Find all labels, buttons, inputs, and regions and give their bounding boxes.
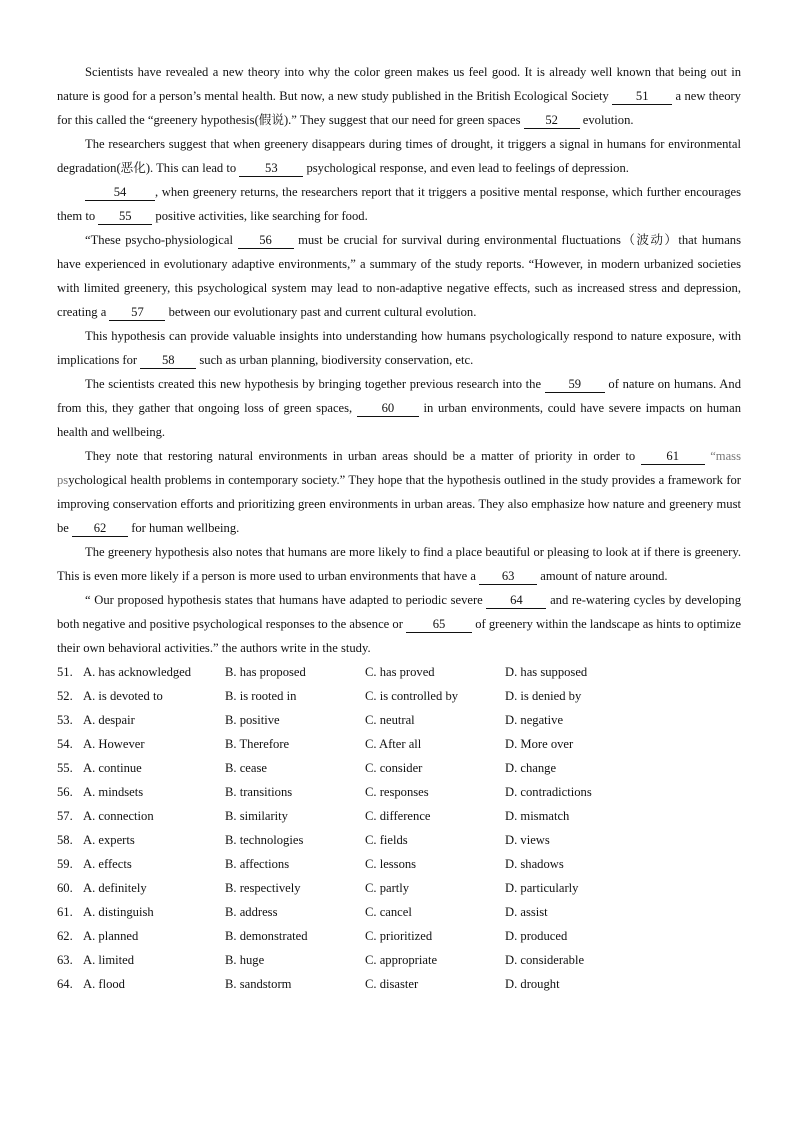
text: The researchers suggest that when greenery disappears during times of drought, it triggers a signal in humans for environmental degradation(恶化). This can lead to (57, 137, 741, 175)
question-number: 52. (57, 689, 73, 703)
question-number: 56. (57, 785, 73, 799)
question-number: 54. (57, 737, 73, 751)
option-row-52 (57, 684, 741, 708)
option-row-61 (57, 900, 741, 924)
paragraph-7 (57, 444, 741, 540)
option-row-58 (57, 828, 741, 852)
question-number: 59. (57, 857, 73, 871)
option-d[interactable]: D. negative (505, 713, 564, 727)
blank-58: 58 (140, 353, 196, 369)
option-a[interactable]: A. distinguish (83, 905, 154, 919)
text: “ Our proposed hypothesis states that humans have adapted to periodic severe (85, 593, 487, 607)
option-c[interactable]: C. is controlled by (365, 689, 459, 703)
question-number: 64. (57, 977, 73, 991)
option-d[interactable]: D. considerable (505, 953, 585, 967)
paragraph-3 (57, 180, 741, 228)
option-b[interactable]: B. address (225, 905, 278, 919)
paragraph-6 (57, 372, 741, 444)
option-a[interactable]: A. has acknowledged (83, 665, 192, 679)
question-number: 63. (57, 953, 73, 967)
blank-65: 65 (406, 617, 472, 633)
paragraph-5 (57, 324, 741, 372)
text: of nature on humans. And from this, they gather that ongoing loss of green spaces, (57, 377, 741, 415)
blank-64: 64 (486, 593, 546, 609)
option-row-64 (57, 972, 741, 996)
option-c[interactable]: C. fields (365, 833, 408, 847)
option-c[interactable]: C. disaster (365, 977, 419, 991)
text: They note that restoring natural environments in urban areas should be a matter of priority in order to (85, 449, 641, 463)
option-d[interactable]: D. particularly (505, 881, 579, 895)
option-c[interactable]: C. has proved (365, 665, 435, 679)
option-d[interactable]: D. drought (505, 977, 560, 991)
text: “These psycho-physiological (85, 233, 238, 247)
option-row-51 (57, 660, 741, 684)
option-c[interactable]: C. cancel (365, 905, 412, 919)
blank-61: 61 (641, 449, 705, 465)
blank-59: 59 (545, 377, 605, 393)
text: This hypothesis can provide valuable insights into understanding how humans psychologically respond to nature exposure, with implications for (57, 329, 741, 367)
option-b[interactable]: B. cease (225, 761, 267, 775)
option-a[interactable]: A. continue (83, 761, 142, 775)
option-c[interactable]: C. consider (365, 761, 423, 775)
option-d[interactable]: D. contradictions (505, 785, 592, 799)
text: for human wellbeing. (128, 521, 240, 535)
option-row-56 (57, 780, 741, 804)
blank-60: 60 (357, 401, 419, 417)
option-b[interactable]: B. positive (225, 713, 280, 727)
option-b[interactable]: B. transitions (225, 785, 293, 799)
text: a new theory for this called the “greenery hypothesis(假说).” They suggest that our need for green spaces (57, 89, 741, 127)
question-number: 62. (57, 929, 73, 943)
option-a[interactable]: A. mindsets (83, 785, 144, 799)
question-number: 55. (57, 761, 73, 775)
option-row-60 (57, 876, 741, 900)
option-b[interactable]: B. has proposed (225, 665, 306, 679)
text: psychological response, and even lead to feelings of depression. (303, 161, 629, 175)
option-d[interactable]: D. shadows (505, 857, 564, 871)
blank-63: 63 (479, 569, 537, 585)
option-a[interactable]: A. effects (83, 857, 132, 871)
option-d[interactable]: D. produced (505, 929, 568, 943)
option-row-63 (57, 948, 741, 972)
text: and re-watering cycles by developing both negative and positive psychological responses to the absence or (57, 593, 741, 631)
option-a[interactable]: A. despair (83, 713, 135, 727)
option-b[interactable]: B. Therefore (225, 737, 290, 751)
option-b[interactable]: B. sandstorm (225, 977, 292, 991)
question-number: 60. (57, 881, 73, 895)
option-d[interactable]: D. is denied by (505, 689, 582, 703)
paragraph-9 (57, 588, 741, 660)
option-row-55 (57, 756, 741, 780)
blank-57: 57 (109, 305, 165, 321)
option-row-57 (57, 804, 741, 828)
text: such as urban planning, biodiversity conservation, etc. (196, 353, 474, 367)
paragraph-4 (57, 228, 741, 324)
paragraph-1 (57, 60, 741, 132)
option-row-62 (57, 924, 741, 948)
option-c[interactable]: C. difference (365, 809, 431, 823)
blank-55: 55 (98, 209, 152, 225)
option-b[interactable]: B. affections (225, 857, 290, 871)
option-d[interactable]: D. More over (505, 737, 574, 751)
option-a[interactable]: A. connection (83, 809, 154, 823)
blank-52: 52 (524, 113, 580, 129)
option-d[interactable]: D. views (505, 833, 550, 847)
option-row-59 (57, 852, 741, 876)
option-c[interactable]: C. lessons (365, 857, 417, 871)
blank-62: 62 (72, 521, 128, 537)
blank-51: 51 (612, 89, 672, 105)
text: “mass ps (57, 449, 741, 487)
blank-56: 56 (238, 233, 294, 249)
option-a[interactable]: A. However (83, 737, 145, 751)
text: positive activities, like searching for food. (152, 209, 368, 223)
option-a[interactable]: A. is devoted to (83, 689, 163, 703)
text: ychological health problems in contemporary society.” They hope that the hypothesis outlined in the study provides a framework for improving conservation efforts and prioritizing green environments in urban areas. They also emphasize how nature and greenery must be (57, 473, 741, 535)
options-list (57, 660, 741, 996)
text: evolution. (579, 113, 634, 127)
document-page (57, 60, 741, 996)
text: The greenery hypothesis also notes that humans are more likely to find a place beautiful or pleasing to look at if there is greenery. This is even more likely if a person is more used to urban environments that have a (57, 545, 741, 583)
option-c[interactable]: C. partly (365, 881, 410, 895)
option-a[interactable]: A. definitely (83, 881, 147, 895)
option-a[interactable]: A. flood (83, 977, 125, 991)
option-b[interactable]: B. similarity (225, 809, 288, 823)
option-d[interactable]: D. assist (505, 905, 548, 919)
blank-53: 53 (239, 161, 303, 177)
text: in urban environments, could have severe impacts on human health and wellbeing. (57, 401, 741, 439)
option-b[interactable]: B. demonstrated (225, 929, 308, 943)
option-d[interactable]: D. mismatch (505, 809, 570, 823)
question-number: 57. (57, 809, 73, 823)
paragraph-8 (57, 540, 741, 588)
question-number: 53. (57, 713, 73, 727)
option-c[interactable]: C. responses (365, 785, 429, 799)
option-b[interactable]: B. is rooted in (225, 689, 297, 703)
question-number: 61. (57, 905, 73, 919)
option-c[interactable]: C. neutral (365, 713, 415, 727)
option-c[interactable]: C. appropriate (365, 953, 438, 967)
option-c[interactable]: C. prioritized (365, 929, 433, 943)
option-a[interactable]: A. limited (83, 953, 135, 967)
paragraph-2 (57, 132, 741, 180)
option-a[interactable]: A. experts (83, 833, 135, 847)
text: amount of nature around. (537, 569, 668, 583)
question-number: 58. (57, 833, 73, 847)
option-row-54 (57, 732, 741, 756)
text: The scientists created this new hypothesis by bringing together previous research into the (85, 377, 545, 391)
text: Scientists have revealed a new theory into why the color green makes us feel good. It is already well known that being out in nature is good for a person’s mental health. But now, a new study published in the British Ecological Society (57, 65, 741, 103)
option-d[interactable]: D. has supposed (505, 665, 588, 679)
option-a[interactable]: A. planned (83, 929, 139, 943)
option-d[interactable]: D. change (505, 761, 557, 775)
question-number: 51. (57, 665, 73, 679)
text: must be crucial for survival during environmental fluctuations（波动）that humans have experienced in evolutionary adaptive environments,” a summary of the study reports. “However, in modern urbanized societies with limited greenery, this psychological system may lead to non-adaptive negative effects, such as increased stress and depression, creating a (57, 233, 742, 319)
option-b[interactable]: B. technologies (225, 833, 304, 847)
text: between our evolutionary past and current cultural evolution. (165, 305, 477, 319)
blank-54: 54 (85, 185, 155, 201)
option-c[interactable]: C. After all (365, 737, 422, 751)
text: , when greenery returns, the researchers report that it triggers a positive mental response, which further encourages them to (57, 185, 741, 223)
option-b[interactable]: B. huge (225, 953, 265, 967)
text: of greenery within the landscape as hints to optimize their own behavioral activities.” the authors write in the study. (57, 617, 741, 655)
option-b[interactable]: B. respectively (225, 881, 301, 895)
option-row-53 (57, 708, 741, 732)
